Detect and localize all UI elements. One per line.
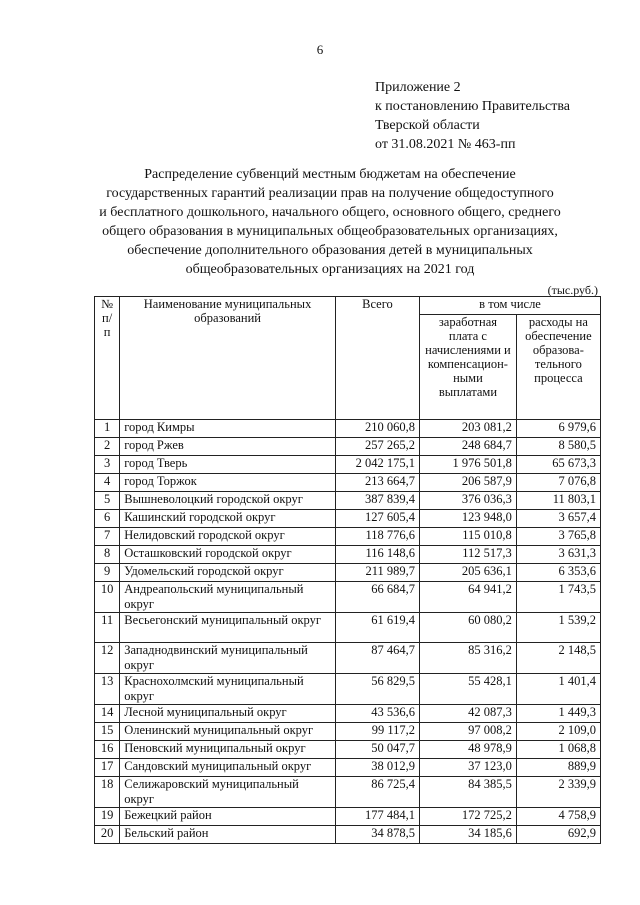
row-number: 11 (95, 613, 120, 643)
row-number: 3 (95, 456, 120, 474)
row-name: город Торжок (120, 474, 336, 492)
row-total: 99 117,2 (335, 723, 419, 741)
row-total: 2 042 175,1 (335, 456, 419, 474)
title-line: государственных гарантий реализации прав на получение общедоступного (106, 186, 554, 201)
table-row (95, 492, 601, 510)
row-number: 13 (95, 674, 120, 705)
row-salary: 115 010,8 (420, 528, 517, 546)
row-number: 16 (95, 741, 120, 759)
row-number: 5 (95, 492, 120, 510)
row-salary: 248 684,7 (420, 438, 517, 456)
row-salary: 60 080,2 (420, 613, 517, 643)
row-name: Андреапольский муниципальный округ (120, 582, 336, 613)
appendix-line: от 31.08.2021 № 463-пп (375, 137, 516, 152)
row-total: 38 012,9 (335, 759, 419, 777)
row-salary: 172 725,2 (420, 808, 517, 826)
row-name: Нелидовский городской округ (120, 528, 336, 546)
row-salary: 48 978,9 (420, 741, 517, 759)
row-expenses: 1 743,5 (516, 582, 600, 613)
row-number: 17 (95, 759, 120, 777)
row-name: Пеновский муниципальный округ (120, 741, 336, 759)
row-expenses: 6 353,6 (516, 564, 600, 582)
row-total: 177 484,1 (335, 808, 419, 826)
row-total: 257 265,2 (335, 438, 419, 456)
table-row (95, 528, 601, 546)
row-number: 1 (95, 420, 120, 438)
row-number: 14 (95, 705, 120, 723)
row-total: 50 047,7 (335, 741, 419, 759)
row-name: город Тверь (120, 456, 336, 474)
appendix-line: к постановлению Правительства (375, 99, 571, 114)
row-total: 43 536,6 (335, 705, 419, 723)
table-row (95, 456, 601, 474)
row-number: 2 (95, 438, 120, 456)
table-row (95, 705, 601, 723)
row-name: Краснохолмский муниципальный округ (120, 674, 336, 705)
row-total: 387 839,4 (335, 492, 419, 510)
row-number: 4 (95, 474, 120, 492)
table-row (95, 826, 601, 844)
table-row (95, 564, 601, 582)
row-number: 20 (95, 826, 120, 844)
table-row (95, 643, 601, 674)
row-total: 34 878,5 (335, 826, 419, 844)
header-total: Всего (335, 297, 419, 420)
row-expenses: 8 580,5 (516, 438, 600, 456)
table-row (95, 723, 601, 741)
row-salary: 42 087,3 (420, 705, 517, 723)
row-expenses: 7 076,8 (516, 474, 600, 492)
table-row (95, 582, 601, 613)
row-number: 6 (95, 510, 120, 528)
unit-label: (тыс.руб.) (547, 283, 598, 297)
row-total: 61 619,4 (335, 613, 419, 643)
row-name: Бельский район (120, 826, 336, 844)
row-salary: 205 636,1 (420, 564, 517, 582)
appendix-line: Приложение 2 (375, 80, 461, 95)
appendix-block (375, 78, 570, 154)
row-expenses: 2 339,9 (516, 777, 600, 808)
row-total: 87 464,7 (335, 643, 419, 674)
row-salary: 64 941,2 (420, 582, 517, 613)
table-row (95, 777, 601, 808)
row-name: Кашинский городской округ (120, 510, 336, 528)
table-row (95, 420, 601, 438)
row-name: Удомельский городской округ (120, 564, 336, 582)
row-name: город Кимры (120, 420, 336, 438)
title-line: обеспечение дополнительного образования детей в муниципальных (127, 243, 533, 258)
table-row (95, 674, 601, 705)
row-number: 18 (95, 777, 120, 808)
row-name: Сандовский муниципальный округ (120, 759, 336, 777)
row-expenses: 4 758,9 (516, 808, 600, 826)
header-expenses: расходы на обеспечение образова-тельного процесса (516, 315, 600, 420)
row-total: 118 776,6 (335, 528, 419, 546)
header-salary: заработная плата с начислениями и компенсацион-ными выплатами (420, 315, 517, 420)
row-total: 56 829,5 (335, 674, 419, 705)
row-expenses: 3 657,4 (516, 510, 600, 528)
row-total: 213 664,7 (335, 474, 419, 492)
row-salary: 55 428,1 (420, 674, 517, 705)
row-expenses: 1 068,8 (516, 741, 600, 759)
row-expenses: 1 539,2 (516, 613, 600, 643)
title-line: общего образования в муниципальных общеобразовательных организациях, (102, 224, 558, 239)
row-salary: 123 948,0 (420, 510, 517, 528)
row-name: Осташковский городской округ (120, 546, 336, 564)
row-total: 116 148,6 (335, 546, 419, 564)
row-expenses: 65 673,3 (516, 456, 600, 474)
appendix-line: Тверской области (375, 118, 480, 133)
row-total: 86 725,4 (335, 777, 419, 808)
table-row (95, 438, 601, 456)
row-salary: 37 123,0 (420, 759, 517, 777)
row-expenses: 11 803,1 (516, 492, 600, 510)
table-row (95, 759, 601, 777)
row-name: город Ржев (120, 438, 336, 456)
row-expenses: 692,9 (516, 826, 600, 844)
row-salary: 84 385,5 (420, 777, 517, 808)
row-total: 66 684,7 (335, 582, 419, 613)
page-number: 6 (316, 42, 324, 57)
row-salary: 203 081,2 (420, 420, 517, 438)
row-expenses: 3 765,8 (516, 528, 600, 546)
row-expenses: 1 401,4 (516, 674, 600, 705)
row-total: 127 605,4 (335, 510, 419, 528)
row-expenses: 3 631,3 (516, 546, 600, 564)
row-expenses: 2 148,5 (516, 643, 600, 674)
title-line: общеобразовательных организациях на 2021 год (185, 262, 475, 277)
table-body (95, 420, 601, 844)
row-expenses: 889,9 (516, 759, 600, 777)
row-total: 211 989,7 (335, 564, 419, 582)
table-row (95, 546, 601, 564)
row-number: 19 (95, 808, 120, 826)
header-num: № п/п (95, 297, 120, 420)
subsidy-table (94, 296, 601, 844)
row-number: 12 (95, 643, 120, 674)
row-salary: 1 976 501,8 (420, 456, 517, 474)
row-salary: 85 316,2 (420, 643, 517, 674)
row-number: 9 (95, 564, 120, 582)
row-number: 7 (95, 528, 120, 546)
table-row (95, 474, 601, 492)
row-salary: 112 517,3 (420, 546, 517, 564)
row-name: Оленинский муниципальный округ (120, 723, 336, 741)
table-row (95, 808, 601, 826)
row-salary: 376 036,3 (420, 492, 517, 510)
row-number: 10 (95, 582, 120, 613)
document-title (70, 165, 590, 279)
row-number: 8 (95, 546, 120, 564)
row-number: 15 (95, 723, 120, 741)
row-salary: 34 185,6 (420, 826, 517, 844)
title-line: и бесплатного дошкольного, начального общего, основного общего, среднего (99, 205, 561, 220)
row-name: Западнодвинский муниципальный округ (120, 643, 336, 674)
row-expenses: 6 979,6 (516, 420, 600, 438)
row-name: Весьегонский муниципальный округ (120, 613, 336, 643)
row-expenses: 2 109,0 (516, 723, 600, 741)
row-expenses: 1 449,3 (516, 705, 600, 723)
row-salary: 206 587,9 (420, 474, 517, 492)
header-including: в том числе (420, 297, 601, 315)
title-line: Распределение субвенций местным бюджетам на обеспечение (144, 167, 516, 182)
row-name: Вышневолоцкий городской округ (120, 492, 336, 510)
header-name: Наименование муниципальных образований (120, 297, 336, 420)
table-row (95, 741, 601, 759)
table-row (95, 613, 601, 643)
row-name: Селижаровский муниципальный округ (120, 777, 336, 808)
row-salary: 97 008,2 (420, 723, 517, 741)
table-row (95, 510, 601, 528)
row-name: Лесной муниципальный округ (120, 705, 336, 723)
row-total: 210 060,8 (335, 420, 419, 438)
row-name: Бежецкий район (120, 808, 336, 826)
